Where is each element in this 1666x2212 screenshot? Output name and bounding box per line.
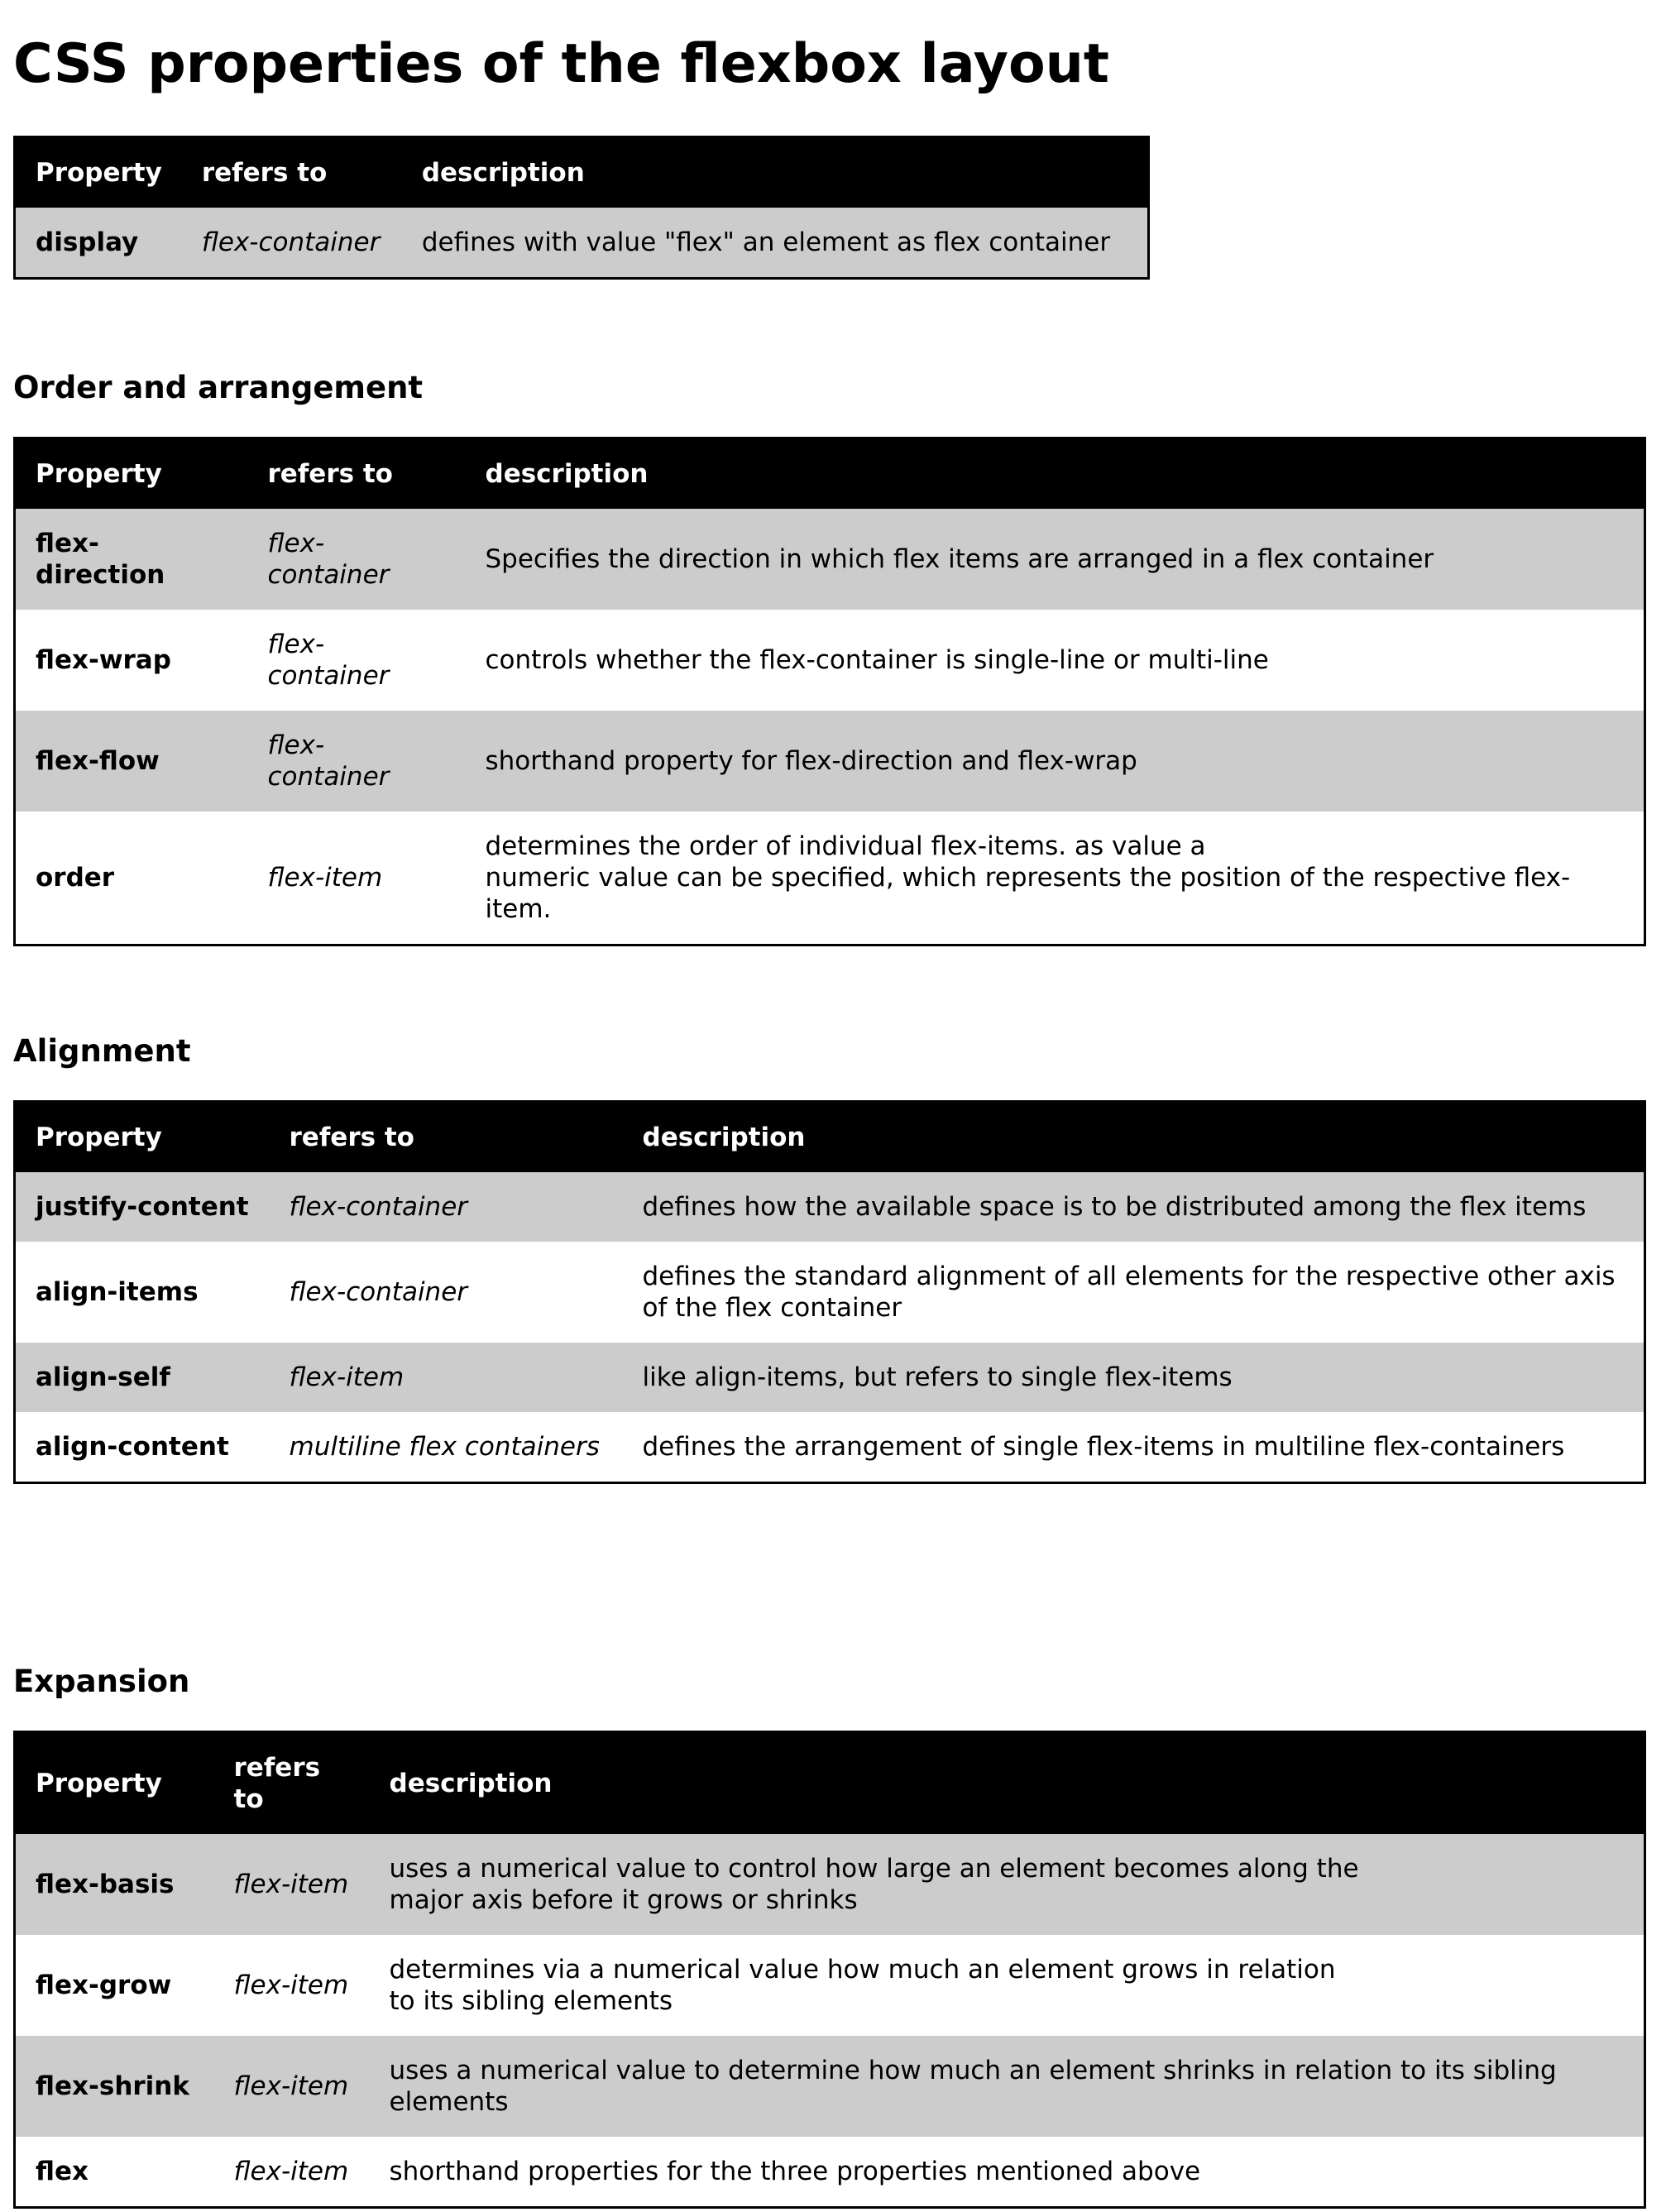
property-description — [466, 812, 1645, 946]
property-description — [466, 610, 1645, 711]
property-description — [466, 509, 1645, 610]
page-title: CSS properties of the flexbox layout — [13, 33, 1109, 95]
property-name: flex-flow — [15, 711, 248, 812]
column-header-description: description — [466, 438, 1645, 510]
property-name: display — [15, 208, 182, 279]
order-arrangement-table — [13, 437, 1646, 946]
column-header-property: Property — [15, 137, 182, 208]
description-line: defines with value "flex" an element as flex container — [421, 227, 1111, 257]
column-header-description: description — [370, 1732, 1645, 1835]
column-header-property: Property — [15, 1732, 214, 1835]
property-name: align-items — [15, 1242, 270, 1343]
property-name: flex-wrap — [15, 610, 248, 711]
description-line: like align-items, but refers to single flex-items — [642, 1362, 1233, 1392]
column-header-refers-to: refers to — [214, 1732, 370, 1835]
column-header-description: description — [623, 1102, 1645, 1173]
refers-to-value: flex-item — [214, 2137, 370, 2208]
section-heading-order: Order and arrangement — [13, 370, 424, 405]
property-name: justify-content — [15, 1172, 270, 1242]
refers-to-value: flex-container — [248, 610, 466, 711]
description-line: Specifies the direction in which flex items are arranged in a flex container — [485, 544, 1434, 574]
property-name: order — [15, 812, 248, 946]
column-header-property: Property — [15, 438, 248, 510]
table-row — [15, 509, 1645, 610]
table-row — [15, 1935, 1645, 2036]
table-row — [15, 1242, 1645, 1343]
description-line: defines the arrangement of single flex-items in multiline flex-containers — [642, 1432, 1565, 1462]
description-line: to its sibling elements — [389, 1986, 673, 2016]
property-description — [623, 1242, 1645, 1343]
display-table-wrapper — [13, 136, 1150, 280]
table-header-row — [15, 438, 1645, 510]
refers-to-value: flex-item — [248, 812, 466, 946]
description-line: major axis before it grows or shrinks — [389, 1885, 858, 1915]
refers-to-value: flex-container — [182, 208, 402, 279]
column-header-refers-to: refers to — [182, 137, 402, 208]
refers-to-value: flex-container — [270, 1242, 623, 1343]
refers-to-value: flex-container — [270, 1172, 623, 1242]
description-line: defines how the available space is to be distributed among the flex items — [642, 1192, 1587, 1222]
property-description — [402, 208, 1149, 279]
refers-to-value: flex-item — [214, 2036, 370, 2137]
description-line: shorthand property for flex-direction and flex-wrap — [485, 746, 1137, 776]
property-description — [623, 1172, 1645, 1242]
refers-to-value: flex-container — [248, 509, 466, 610]
description-line: of the flex container — [642, 1293, 902, 1323]
description-line: numeric value can be specified, which represents the position of the respective flex-item. — [485, 863, 1571, 924]
column-header-description: description — [402, 137, 1149, 208]
table-header-row — [15, 1102, 1645, 1173]
table-header-row — [15, 1732, 1645, 1835]
property-description — [623, 1412, 1645, 1483]
section-heading-expansion: Expansion — [13, 1664, 190, 1699]
page-header — [13, 0, 1109, 136]
description-line: shorthand properties for the three properties mentioned above — [389, 2157, 1201, 2186]
expansion-table — [13, 1731, 1646, 2209]
property-description — [466, 711, 1645, 812]
property-description — [370, 1935, 1645, 2036]
table-row — [15, 610, 1645, 711]
table-header-row — [15, 137, 1149, 208]
property-description — [370, 2036, 1645, 2137]
alignment-table — [13, 1100, 1646, 1484]
description-line: determines via a numerical value how much an element grows in relation — [389, 1955, 1336, 1985]
refers-to-value: multiline flex containers — [270, 1412, 623, 1483]
description-line: controls whether the flex-container is single-line or multi-line — [485, 645, 1269, 675]
refers-to-value: flex-container — [248, 711, 466, 812]
refers-to-value: flex-item — [270, 1343, 623, 1412]
table-row — [15, 2137, 1645, 2208]
property-name: flex-basis — [15, 1834, 214, 1935]
table-row — [15, 1343, 1645, 1412]
column-header-refers-to: refers to — [270, 1102, 623, 1173]
property-name: flex-direction — [15, 509, 248, 610]
section-heading-alignment: Alignment — [13, 1033, 191, 1069]
table-row — [15, 812, 1645, 946]
column-header-refers-to: refers to — [248, 438, 466, 510]
property-name: flex-grow — [15, 1935, 214, 2036]
table-row — [15, 1172, 1645, 1242]
table-row — [15, 208, 1149, 279]
table-row — [15, 1412, 1645, 1483]
refers-to-value: flex-item — [214, 1935, 370, 2036]
table-row — [15, 2036, 1645, 2137]
table-row — [15, 711, 1645, 812]
property-name: align-content — [15, 1412, 270, 1483]
description-line: uses a numerical value to determine how much an element shrinks in relation to its sibling elements — [389, 2056, 1557, 2117]
property-name: flex — [15, 2137, 214, 2208]
property-description — [623, 1343, 1645, 1412]
property-name: flex-shrink — [15, 2036, 214, 2137]
refers-to-value: flex-item — [214, 1834, 370, 1935]
description-line: uses a numerical value to control how large an element becomes along the — [389, 1854, 1359, 1884]
property-description — [370, 1834, 1645, 1935]
property-name: align-self — [15, 1343, 270, 1412]
description-line: defines the standard alignment of all elements for the respective other axis — [642, 1262, 1616, 1291]
column-header-property: Property — [15, 1102, 270, 1173]
table-row — [15, 1834, 1645, 1935]
property-description — [370, 2137, 1645, 2208]
description-line: determines the order of individual flex-items. as value a — [485, 831, 1206, 861]
display-property-table — [13, 136, 1150, 280]
